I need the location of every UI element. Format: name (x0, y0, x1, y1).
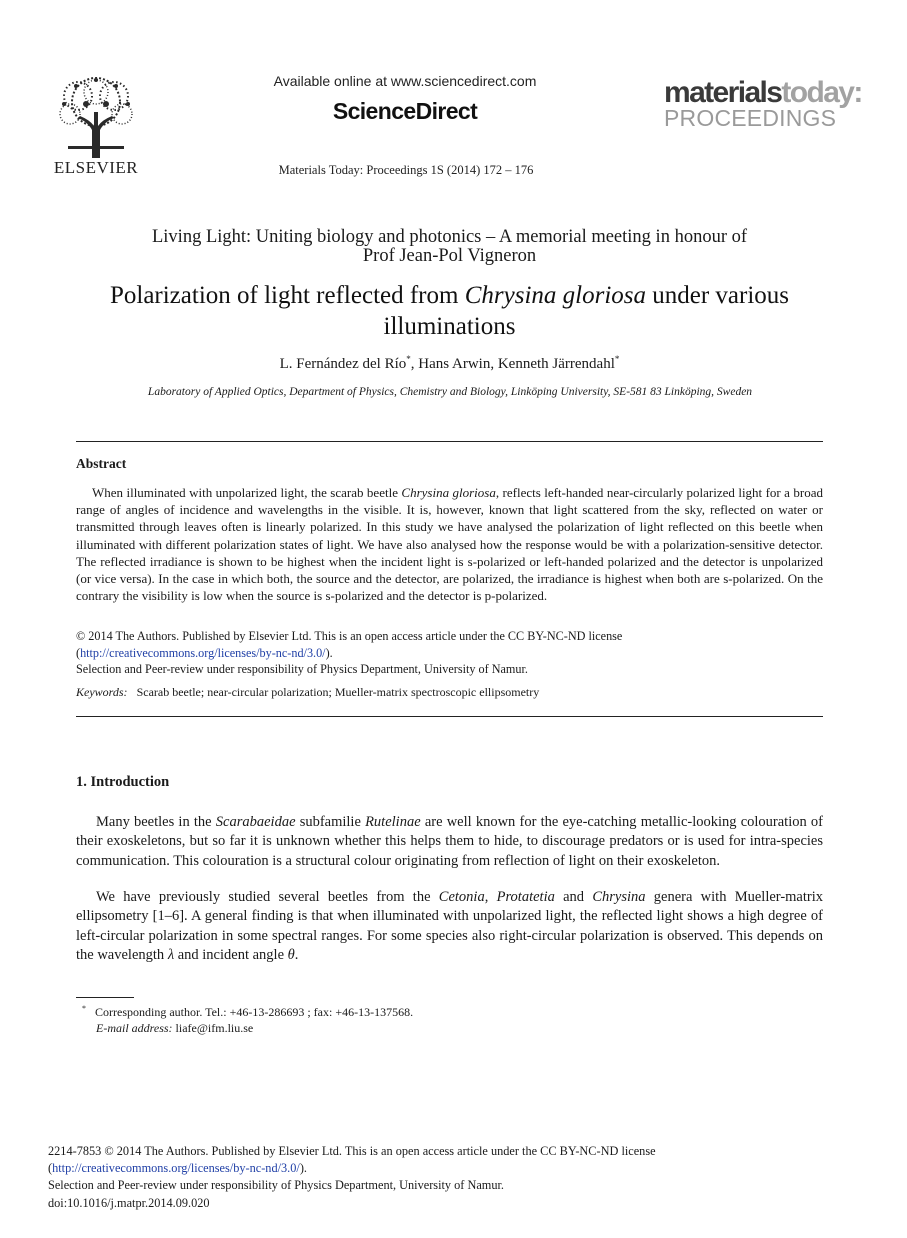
author-1: L. Fernández del Río (279, 356, 407, 372)
conference-line-1: Living Light: Uniting biology and photonics – A memorial meeting in honour of (151, 227, 748, 247)
p2-e: and incident angle (174, 946, 288, 963)
peer-review-line: Selection and Peer-review under responsibility of Physics Department, University of Namur. (76, 662, 528, 677)
affiliation: Laboratory of Applied Optics, Department of Physics, Chemistry and Biology, Linköping University, SE-581 83 Linköping, Sweden (147, 386, 753, 398)
proceedings-wordmark: PROCEEDINGS (664, 105, 837, 131)
keywords-list: Scarab beetle; near-circular polarization; Mueller-matrix spectroscopic ellipsometry (136, 685, 540, 699)
title-pre: Polarization of light reflected from (109, 282, 465, 309)
abstract-species: Chrysina gloriosa (401, 485, 496, 500)
mt-logo-part2: today: (781, 76, 862, 109)
abstract-text-2: , reflects left-handed near-circularly polarized light for a broad range of angles of incidence and wavelengths in the visible. It is, however, known that light scattered from the sky, reflected on water or transmitted through leaves often is linearly polarized. In this study we have analysed the polarization of light reflected on this beetle when illuminated with different polarization states of light. We have also analysed how the response would be with a polarization-sensitive detector. The reflected irradiance is shown to be highest when the incident light is s-polarized or left-handed polarized and the detector is unpolarized (or vice versa). In the case in which both, the source and the detector, are polarized, the irradiance is highest when both are s-polarized. On the contrary the visibility is low when the source is s-polarized and the detector is p-polarized. (76, 485, 823, 604)
p1-c: are well known for the eye-catching metallic-looking colouration of their exoskeletons, but so far it is unknown whether this helps them to hide, to discourage predators or is used for intra-species communication. This colouration is a structural colour originating from reflection of light on their exoskeleton. (76, 814, 823, 869)
author-2-3: , Hans Arwin, Kenneth Järrendahl (410, 356, 615, 372)
author-1-mark: * (406, 354, 411, 364)
journal-citation: Materials Today: Proceedings 1S (2014) 172 – 176 (278, 163, 534, 177)
copyright-url-line: (http://creativecommons.org/licenses/by-nc-nd/3.0/). (48, 1161, 307, 1176)
title-species: Chrysina gloriosa (464, 282, 646, 309)
p2-i2: Protatetia (496, 889, 555, 905)
elsevier-wordmark: ELSEVIER (53, 158, 139, 177)
license-line: © 2014 The Authors. Published by Elsevier Ltd. This is an open access article under the CC BY-NC-ND license (76, 629, 623, 643)
conference-line-2: Prof Jean-Pol Vigneron (362, 246, 537, 266)
p2-i1: Cetonia (438, 889, 485, 905)
p2-f: . (294, 946, 299, 963)
paper-title (56, 280, 843, 342)
footnote-line-1 (82, 1001, 782, 1020)
intro-paragraph-1 (76, 813, 823, 871)
divider-bottom (76, 716, 823, 717)
p2-a: We have previously studied several beetles from the (96, 889, 439, 905)
copyright-review-line: Selection and Peer-review under responsibility of Physics Department, University of Namur. (48, 1178, 504, 1193)
keywords (76, 685, 823, 700)
intro-paragraph-2 (76, 888, 823, 965)
abstract-body (76, 484, 823, 604)
footnote-rule (76, 997, 134, 998)
copyright-line: 2214-7853 © 2014 The Authors. Published by Elsevier Ltd. This is an open access article under the CC BY-NC-ND license (48, 1144, 656, 1158)
tree-icon (48, 74, 144, 158)
footnote-contact: Corresponding author. Tel.: +46-13-286693 ; fax: +46-13-137568. (95, 1005, 414, 1019)
sciencedirect-logo: ScienceDirect (332, 98, 478, 124)
copyright-block (48, 1143, 848, 1212)
keywords-label: Keywords: (76, 685, 128, 699)
p1-i2: Rutelinae (365, 814, 421, 830)
footnote (82, 1001, 782, 1036)
footnote-line-2 (82, 1020, 782, 1036)
p1-b: subfamilie (295, 814, 366, 830)
p2-theta: θ (287, 946, 295, 963)
divider-top (76, 441, 823, 442)
available-online: Available online at www.sciencedirect.com (273, 73, 537, 89)
license-link[interactable]: http://creativecommons.org/licenses/by-nc-nd/3.0/ (80, 645, 326, 660)
p2-b: , (484, 889, 497, 905)
p2-d: genera with Mueller-matrix ellipsometry [1–6]. A general finding is that when illuminated with unpolarized light, the reflected light shows a high degree of left-circular polarization in some spectral ranges. For some species also right-circular polarization is observed. This depends on the wavelength (76, 889, 823, 963)
p2-lambda: λ (167, 946, 175, 963)
p1-i1: Scarabaeidae (215, 814, 296, 830)
abstract-text-1: When illuminated with unpolarized light, the scarab beetle (92, 485, 402, 500)
copyright-link[interactable]: http://creativecommons.org/licenses/by-nc-nd/3.0/ (52, 1161, 300, 1176)
materials-today-logo (664, 76, 862, 131)
email-label: E-mail address: (96, 1021, 173, 1035)
p2-c: and (554, 889, 593, 905)
author-3-mark: * (614, 354, 620, 364)
title-post: under various illuminations (383, 282, 790, 340)
p1-a: Many beetles in the (96, 814, 216, 830)
conference-name (76, 228, 823, 266)
mt-logo-part1: materials (664, 76, 782, 109)
materials-today-wordmark (664, 76, 862, 109)
section-heading-introduction: 1. Introduction (76, 774, 170, 790)
author-list (76, 354, 823, 373)
abstract-heading: Abstract (76, 456, 127, 471)
doi: doi:10.1016/j.matpr.2014.09.020 (48, 1195, 210, 1210)
license-url-line: (http://creativecommons.org/licenses/by-nc-nd/3.0/). (76, 645, 333, 660)
p2-i3: Chrysina (592, 889, 646, 905)
footnote-mark: * (82, 1004, 86, 1013)
license-block (76, 628, 823, 678)
email-address[interactable]: liafe@ifm.liu.se (175, 1021, 254, 1035)
